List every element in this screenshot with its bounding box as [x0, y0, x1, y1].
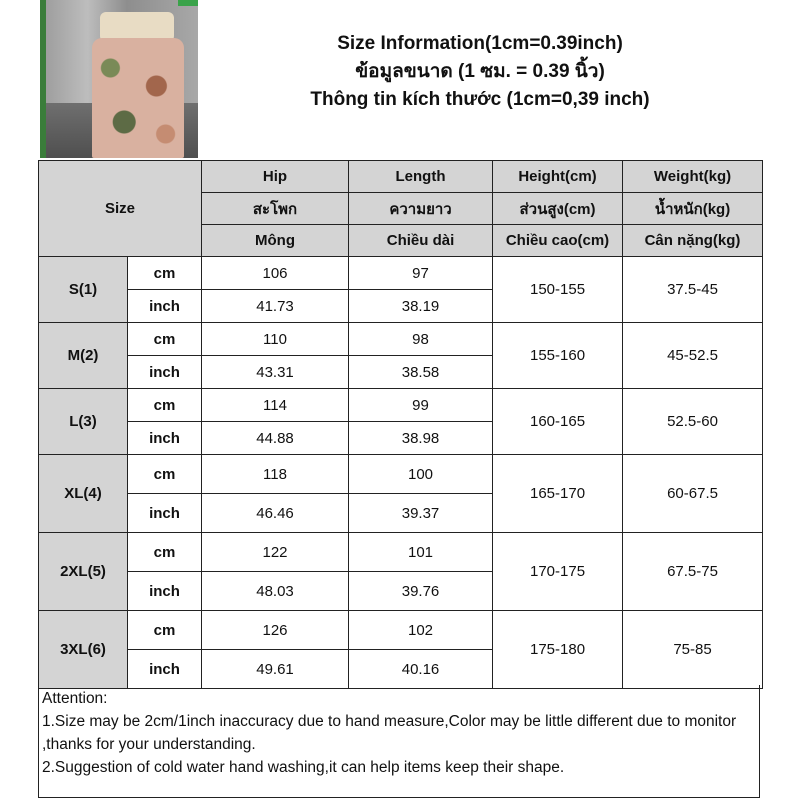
length-inch-value: 39.37	[349, 494, 493, 533]
header-line-en: Size Information(1cm=0.39inch)	[337, 33, 623, 54]
length-inch-value: 38.19	[349, 290, 493, 323]
table-row	[39, 323, 763, 356]
unit-inch: inch	[128, 290, 202, 323]
photo-green-edge	[40, 0, 46, 158]
size-name: L(3)	[39, 389, 128, 455]
product-photo	[40, 0, 198, 158]
hip-inch-value: 46.46	[202, 494, 349, 533]
hip-inch-value: 49.61	[202, 650, 349, 689]
unit-cm: cm	[128, 257, 202, 290]
col-weight-th: น้ำหนัก(kg)	[623, 193, 763, 225]
length-inch-value: 40.16	[349, 650, 493, 689]
length-inch-value: 39.76	[349, 572, 493, 611]
weight-range: 45-52.5	[623, 323, 763, 389]
col-length-vi: Chiều dài	[349, 225, 493, 257]
weight-range: 67.5-75	[623, 533, 763, 611]
hip-cm-value: 122	[202, 533, 349, 572]
size-name: 2XL(5)	[39, 533, 128, 611]
photo-floral-pants	[92, 38, 184, 158]
photo-green-corner	[178, 0, 198, 6]
unit-cm: cm	[128, 533, 202, 572]
unit-inch: inch	[128, 422, 202, 455]
length-cm-value: 99	[349, 389, 493, 422]
length-cm-value: 98	[349, 323, 493, 356]
length-cm-value: 102	[349, 611, 493, 650]
hip-cm-value: 126	[202, 611, 349, 650]
attention-title: Attention:	[42, 690, 108, 707]
height-range: 170-175	[493, 533, 623, 611]
attention-line-2: 2.Suggestion of cold water hand washing,it can help items keep their shape.	[42, 759, 565, 776]
unit-cm: cm	[128, 611, 202, 650]
unit-inch: inch	[128, 356, 202, 389]
length-inch-value: 38.58	[349, 356, 493, 389]
col-height-vi: Chiều cao(cm)	[493, 225, 623, 257]
weight-range: 75-85	[623, 611, 763, 689]
table-row	[39, 455, 763, 494]
size-name: XL(4)	[39, 455, 128, 533]
hip-inch-value: 48.03	[202, 572, 349, 611]
unit-inch: inch	[128, 494, 202, 533]
height-range: 155-160	[493, 323, 623, 389]
weight-range: 37.5-45	[623, 257, 763, 323]
hip-inch-value: 44.88	[202, 422, 349, 455]
weight-range: 52.5-60	[623, 389, 763, 455]
table-row	[39, 257, 763, 290]
table-row	[39, 389, 763, 422]
hip-cm-value: 118	[202, 455, 349, 494]
unit-inch: inch	[128, 650, 202, 689]
size-info-header	[200, 30, 760, 114]
weight-range: 60-67.5	[623, 455, 763, 533]
size-column-label: Size	[39, 161, 202, 257]
col-weight-vi: Cân nặng(kg)	[623, 225, 763, 257]
length-inch-value: 38.98	[349, 422, 493, 455]
unit-cm: cm	[128, 389, 202, 422]
col-height-en: Height(cm)	[493, 161, 623, 193]
unit-cm: cm	[128, 455, 202, 494]
attention-line-1: 1.Size may be 2cm/1inch inaccuracy due to hand measure,Color may be little different due to monitor ,thanks for your understanding.	[42, 713, 737, 753]
height-range: 160-165	[493, 389, 623, 455]
col-hip-en: Hip	[202, 161, 349, 193]
hip-inch-value: 41.73	[202, 290, 349, 323]
length-cm-value: 100	[349, 455, 493, 494]
hip-cm-value: 106	[202, 257, 349, 290]
col-length-th: ความยาว	[349, 193, 493, 225]
hip-inch-value: 43.31	[202, 356, 349, 389]
height-range: 175-180	[493, 611, 623, 689]
hip-cm-value: 110	[202, 323, 349, 356]
unit-inch: inch	[128, 572, 202, 611]
length-cm-value: 97	[349, 257, 493, 290]
size-name: M(2)	[39, 323, 128, 389]
attention-note	[38, 685, 760, 798]
table-row	[39, 533, 763, 572]
hip-cm-value: 114	[202, 389, 349, 422]
col-height-th: ส่วนสูง(cm)	[493, 193, 623, 225]
col-hip-vi: Mông	[202, 225, 349, 257]
col-hip-th: สะโพก	[202, 193, 349, 225]
header-line-th: ข้อมูลขนาด (1 ซม. = 0.39 นิ้ว)	[355, 61, 605, 82]
table-row	[39, 611, 763, 650]
height-range: 165-170	[493, 455, 623, 533]
size-name: S(1)	[39, 257, 128, 323]
size-name: 3XL(6)	[39, 611, 128, 689]
unit-cm: cm	[128, 323, 202, 356]
height-range: 150-155	[493, 257, 623, 323]
size-table	[38, 160, 763, 689]
length-cm-value: 101	[349, 533, 493, 572]
col-weight-en: Weight(kg)	[623, 161, 763, 193]
col-length-en: Length	[349, 161, 493, 193]
header-line-vi: Thông tin kích thước (1cm=0,39 inch)	[310, 89, 650, 110]
